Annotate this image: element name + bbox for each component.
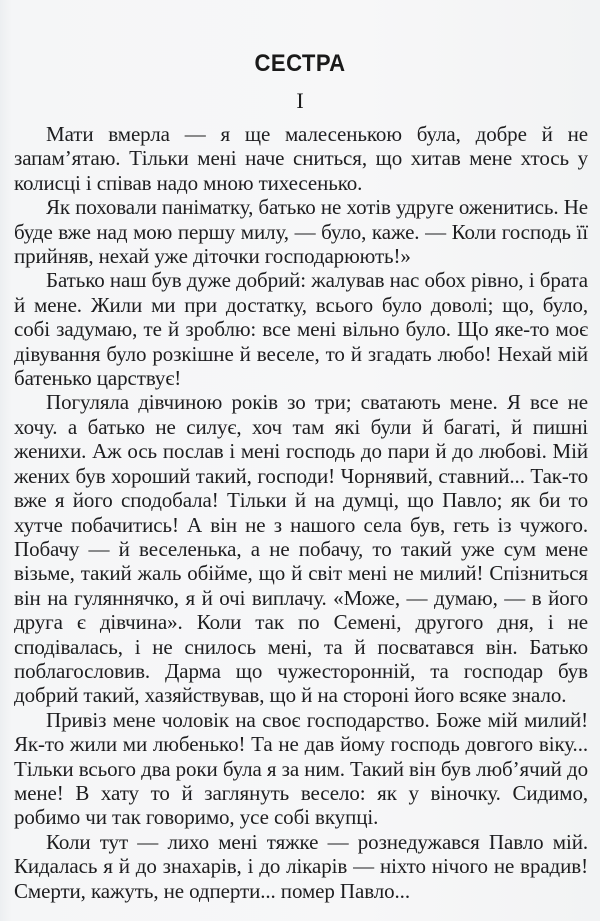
paragraph-1: Мати вмерла — я ще малесенькою була, добре й не запам’ятаю. Тільки мені наче сниться, що хитав мене хтось у колисці і співав надо мною тихесенько. [14,122,588,195]
paragraph-3: Батько наш був дуже добрий: жалував нас обох рівно, і брата й мене. Жили ми при достатку, всього було доволі; що, було, собі задумаю, те й зроблю: все мені вільно було. Що яке-то моє дівування було розкішне й веселе, то й згадать любо! Нехай мій батенько царствує! [14,268,588,391]
paragraph-4: Погуляла дівчиною років зо три; сватають мене. Я все не хочу. а батько не силує, хоч там які були й багаті, й пишні женихи. Аж ось послав і мені господь до пари й до любові. Мій жених був хороший такий, господи! Чорнявий, ставний... Так-то вже я його сподобала! Тільки й на думці, що Павло; як би то хутче побачитись! А він не з нашого села був, геть із чужого. Побачу — й веселенька, а не побачу, то такий уже сум мене візьме, такий жаль обійме, що й світ мені не милий! Спізниться він на гуляннячко, я й очі виплачу. «Може, — думаю, — в його друга є дівчина». Коли так по Семені, другого дня, і не сподівалась, і не снилось мені, та й посватався він. Батько поблагословив. Дарма що чужесторонній, та господар був добрий такий, хазяйствував, що й на стороні його всяке знало. [14,390,588,708]
paragraph-2: Як поховали паніматку, батько не хотів удруге оженитись. Не буде вже над мою першу милу, — було, каже. — Коли господь її прийняв, нехай уже діточки господарюють!» [14,195,588,269]
chapter-number: I [296,88,304,113]
paragraph-5: Привіз мене чоловік на своє господарство. Боже мій милий! Як-то жили ми любенько! Та не дав йому господь довгого віку... Тільки всього два роки була я за ним. Такий він був люб’ячий до мене! В хату то й заглянуть весело: як у віночку. Сидимо, робимо чи так говоримо, усе собі вкупці. [14,707,588,830]
story-title: СЕСТРА [254,50,346,77]
paragraph-6: Коли тут — лихо мені тяжке — рознедужався Павло мій. Кидалась я й до знахарів, і до лікарів — ніхто нічого не врадив! Смерти, кажуть, не одперти... помер Павло... [14,829,588,903]
story-body [14,122,588,903]
